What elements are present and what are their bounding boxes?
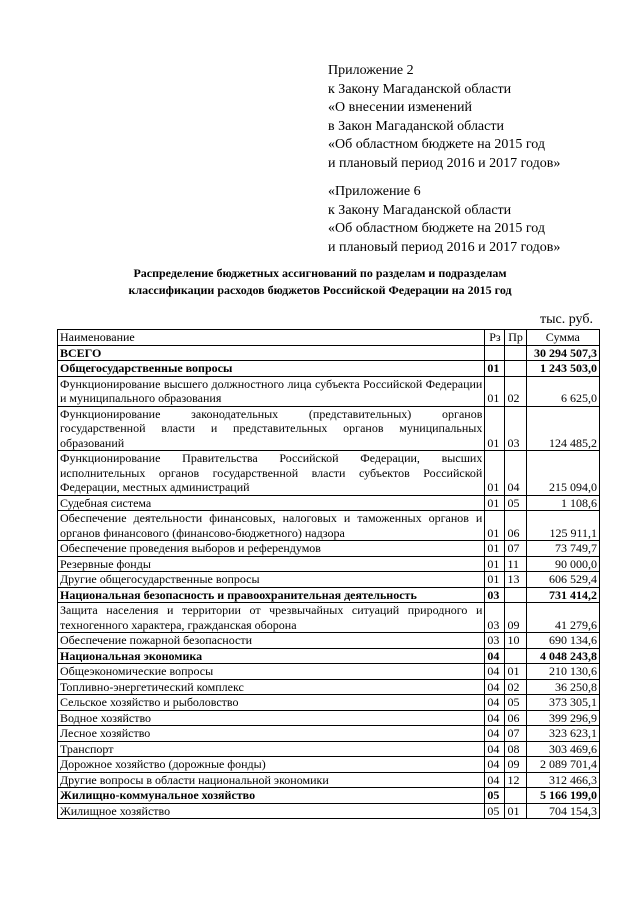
cell-sum: 4 048 243,8 xyxy=(526,648,599,664)
cell-name: Функционирование законодательных (представительных) органов государственной власти и представительных органов муниципальных образований xyxy=(58,406,485,451)
table-row xyxy=(58,726,600,742)
table-row xyxy=(58,633,600,649)
cell-pr: 05 xyxy=(505,495,526,511)
table-row xyxy=(58,376,600,406)
cell-name: Сельское хозяйство и рыболовство xyxy=(58,695,485,711)
cell-pr: 01 xyxy=(505,803,526,819)
cell-sum: 2 089 701,4 xyxy=(526,757,599,773)
document-title xyxy=(0,265,640,299)
cell-sum: 704 154,3 xyxy=(526,803,599,819)
header-name: Наименование xyxy=(58,330,485,346)
cell-pr xyxy=(505,361,526,377)
cell-rz: 01 xyxy=(485,451,505,496)
cell-sum: 373 305,1 xyxy=(526,695,599,711)
table-row xyxy=(58,664,600,680)
cell-pr: 06 xyxy=(505,710,526,726)
appendix-6-line: «Об областном бюджете на 2015 год xyxy=(328,221,545,236)
cell-rz: 04 xyxy=(485,664,505,680)
cell-name: Функционирование высшего должностного лица субъекта Российской Федерации и муниципального образования xyxy=(58,376,485,406)
cell-pr: 03 xyxy=(505,406,526,451)
cell-sum: 30 294 507,3 xyxy=(526,345,599,361)
table-row xyxy=(58,495,600,511)
appendix-2-line: в Закон Магаданской области xyxy=(328,118,504,134)
cell-sum: 399 296,9 xyxy=(526,710,599,726)
cell-name: Транспорт xyxy=(58,741,485,757)
cell-pr xyxy=(505,345,526,361)
cell-rz: 04 xyxy=(485,772,505,788)
budget-table xyxy=(57,329,600,819)
cell-pr: 06 xyxy=(505,511,526,541)
appendix-2-header xyxy=(328,62,560,173)
table-row xyxy=(58,603,600,633)
appendix-2-line: к Закону Магаданской области xyxy=(328,81,512,97)
cell-pr: 10 xyxy=(505,633,526,649)
cell-name: ВСЕГО xyxy=(58,345,485,361)
cell-rz: 03 xyxy=(485,603,505,633)
cell-name: Резервные фонды xyxy=(58,556,485,572)
cell-sum: 36 250,8 xyxy=(526,679,599,695)
appendix-2-line: и плановый период 2016 и 2017 годов» xyxy=(328,155,561,171)
cell-name: Обеспечение пожарной безопасности xyxy=(58,633,485,649)
table-row xyxy=(58,361,600,377)
cell-name: Общегосударственные вопросы xyxy=(58,361,485,377)
cell-sum: 690 134,6 xyxy=(526,633,599,649)
cell-name: Судебная система xyxy=(58,495,485,511)
cell-name: Жилищное хозяйство xyxy=(58,803,485,819)
table-row xyxy=(58,587,600,603)
cell-sum: 90 000,0 xyxy=(526,556,599,572)
cell-pr: 12 xyxy=(505,772,526,788)
cell-rz: 01 xyxy=(485,556,505,572)
cell-sum: 210 130,6 xyxy=(526,664,599,680)
cell-name: Функционирование Правительства Российской Федерации, высших исполнительных органов государственной власти субъектов Российской Федерации, местных администраций xyxy=(58,451,485,496)
cell-name: Обеспечение деятельности финансовых, налоговых и таможенных органов и органов финансового (финансово-бюджетного) надзора xyxy=(58,511,485,541)
cell-pr xyxy=(505,648,526,664)
table-row xyxy=(58,695,600,711)
cell-pr: 07 xyxy=(505,541,526,557)
cell-name: Другие общегосударственные вопросы xyxy=(58,572,485,588)
cell-sum: 1 108,6 xyxy=(526,495,599,511)
appendix-6-header xyxy=(328,183,560,257)
table-row xyxy=(58,406,600,451)
cell-pr xyxy=(505,788,526,804)
cell-name: Другие вопросы в области национальной экономики xyxy=(58,772,485,788)
document-title-line-2: классификации расходов бюджетов Российской Федерации на 2015 год xyxy=(128,283,512,297)
cell-name: Национальная безопасность и правоохранительная деятельность xyxy=(58,587,485,603)
cell-sum: 606 529,4 xyxy=(526,572,599,588)
cell-rz: 04 xyxy=(485,726,505,742)
cell-rz: 04 xyxy=(485,710,505,726)
table-row xyxy=(58,757,600,773)
cell-sum: 125 911,1 xyxy=(526,511,599,541)
appendix-2-line: «Об областном бюджете на 2015 год xyxy=(328,137,545,152)
cell-pr: 09 xyxy=(505,757,526,773)
cell-rz: 01 xyxy=(485,376,505,406)
cell-name: Национальная экономика xyxy=(58,648,485,664)
table-header-row xyxy=(58,330,600,346)
table-row xyxy=(58,572,600,588)
cell-name: Жилищно-коммунальное хозяйство xyxy=(58,788,485,804)
appendix-6-line: и плановый период 2016 и 2017 годов» xyxy=(328,239,561,255)
appendix-2-line: «О внесении изменений xyxy=(328,100,472,115)
cell-name: Дорожное хозяйство (дорожные фонды) xyxy=(58,757,485,773)
table-row xyxy=(58,679,600,695)
table-row xyxy=(58,556,600,572)
cell-name: Защита населения и территории от чрезвычайных ситуаций природного и техногенного характера, гражданская оборона xyxy=(58,603,485,633)
cell-pr: 02 xyxy=(505,376,526,406)
table-row xyxy=(58,511,600,541)
cell-name: Топливно-энергетический комплекс xyxy=(58,679,485,695)
appendix-6-line: к Закону Магаданской области xyxy=(328,202,512,218)
cell-rz: 05 xyxy=(485,788,505,804)
appendix-2-line: Приложение 2 xyxy=(328,63,414,78)
cell-rz: 04 xyxy=(485,741,505,757)
cell-pr: 11 xyxy=(505,556,526,572)
table-row xyxy=(58,345,600,361)
table-row xyxy=(58,451,600,496)
cell-sum: 323 623,1 xyxy=(526,726,599,742)
cell-rz: 01 xyxy=(485,511,505,541)
cell-pr: 02 xyxy=(505,679,526,695)
cell-rz: 01 xyxy=(485,572,505,588)
cell-pr: 01 xyxy=(505,664,526,680)
cell-sum: 6 625,0 xyxy=(526,376,599,406)
cell-rz: 01 xyxy=(485,495,505,511)
cell-rz: 04 xyxy=(485,648,505,664)
cell-name: Лесное хозяйство xyxy=(58,726,485,742)
cell-pr xyxy=(505,587,526,603)
cell-pr: 09 xyxy=(505,603,526,633)
cell-sum: 41 279,6 xyxy=(526,603,599,633)
header-rz: Рз xyxy=(485,330,505,346)
header-sum: Сумма xyxy=(526,330,599,346)
table-row xyxy=(58,772,600,788)
cell-rz: 01 xyxy=(485,406,505,451)
cell-rz: 05 xyxy=(485,803,505,819)
cell-rz: 03 xyxy=(485,587,505,603)
cell-rz xyxy=(485,345,505,361)
cell-sum: 312 466,3 xyxy=(526,772,599,788)
header-pr: Пр xyxy=(505,330,526,346)
cell-pr: 05 xyxy=(505,695,526,711)
cell-name: Общеэкономические вопросы xyxy=(58,664,485,680)
table-row xyxy=(58,788,600,804)
cell-sum: 73 749,7 xyxy=(526,541,599,557)
cell-pr: 07 xyxy=(505,726,526,742)
cell-rz: 04 xyxy=(485,757,505,773)
cell-sum: 731 414,2 xyxy=(526,587,599,603)
cell-rz: 04 xyxy=(485,679,505,695)
cell-sum: 215 094,0 xyxy=(526,451,599,496)
units-label: тыс. руб. xyxy=(540,312,593,327)
cell-rz: 01 xyxy=(485,541,505,557)
cell-sum: 1 243 503,0 xyxy=(526,361,599,377)
document-title-line-1: Распределение бюджетных ассигнований по разделам и подразделам xyxy=(133,266,507,280)
cell-rz: 01 xyxy=(485,361,505,377)
cell-pr: 13 xyxy=(505,572,526,588)
cell-name: Водное хозяйство xyxy=(58,710,485,726)
cell-rz: 04 xyxy=(485,695,505,711)
table-row xyxy=(58,648,600,664)
table-row xyxy=(58,541,600,557)
cell-name: Обеспечение проведения выборов и референдумов xyxy=(58,541,485,557)
cell-sum: 124 485,2 xyxy=(526,406,599,451)
appendix-6-line: «Приложение 6 xyxy=(328,184,421,199)
cell-sum: 303 469,6 xyxy=(526,741,599,757)
table-row xyxy=(58,803,600,819)
cell-pr: 04 xyxy=(505,451,526,496)
cell-rz: 03 xyxy=(485,633,505,649)
table-row xyxy=(58,741,600,757)
table-row xyxy=(58,710,600,726)
cell-pr: 08 xyxy=(505,741,526,757)
cell-sum: 5 166 199,0 xyxy=(526,788,599,804)
